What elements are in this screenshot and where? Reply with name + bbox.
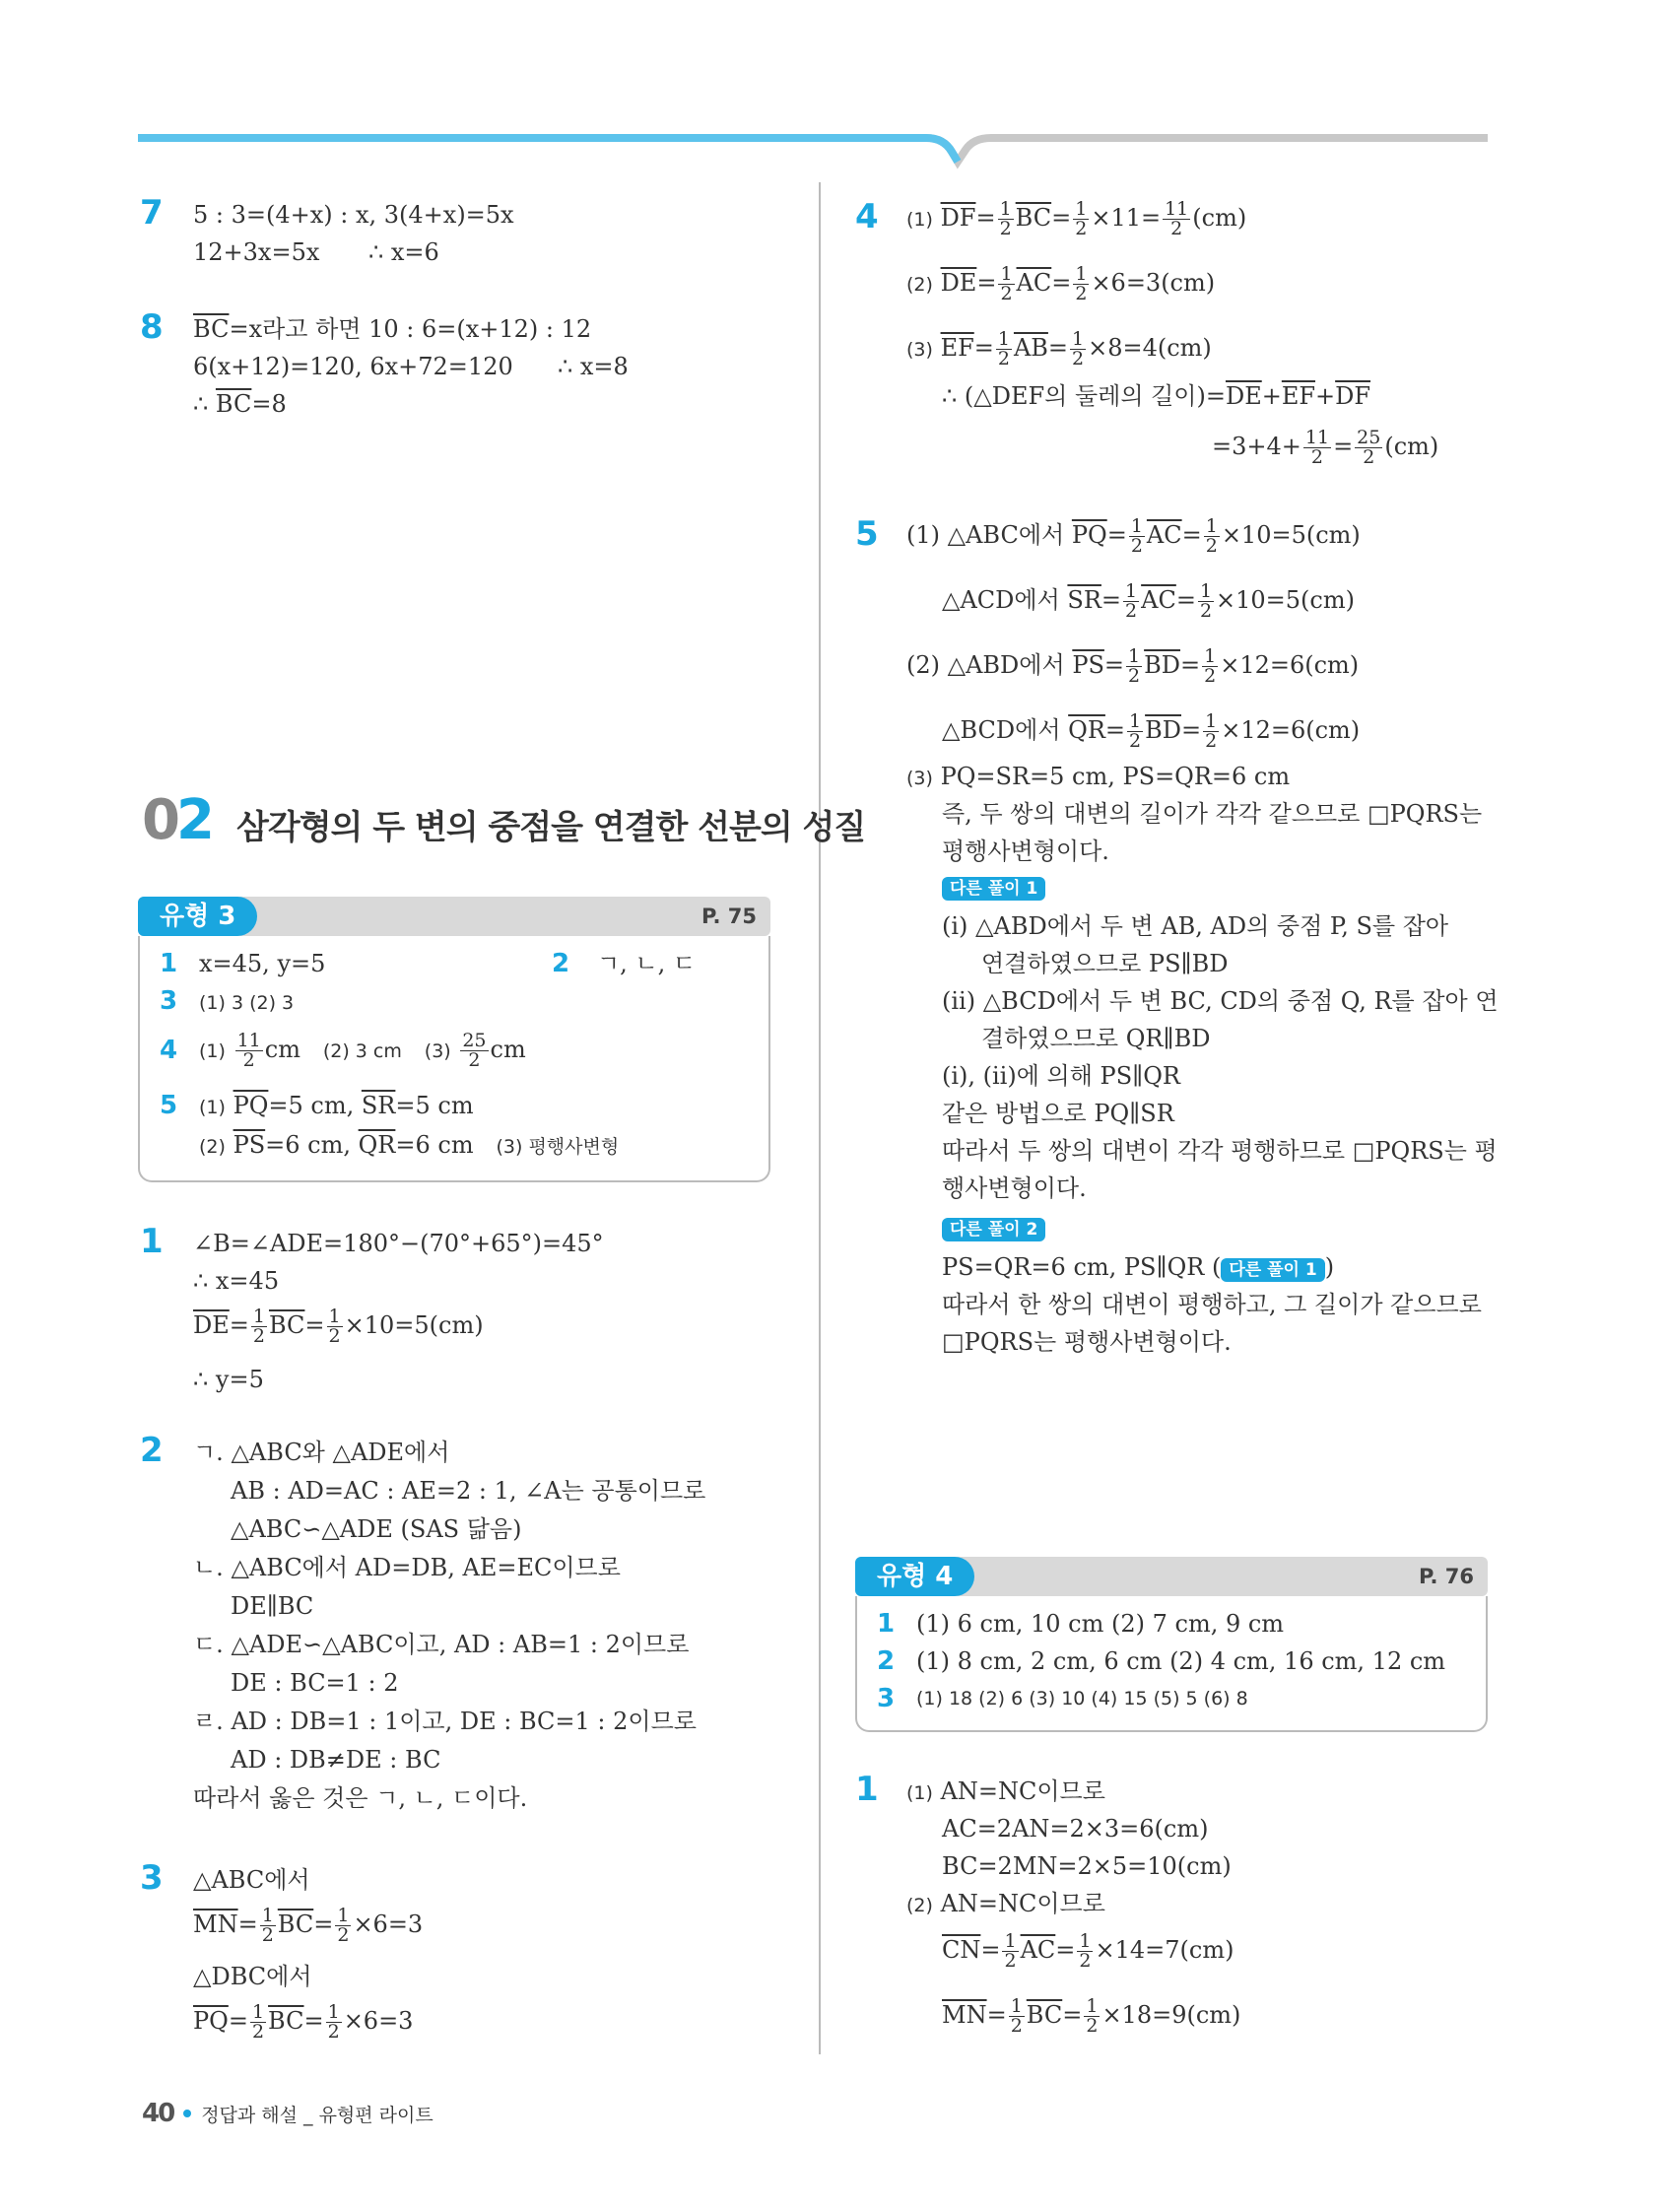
s5-p4: △BCD에서 $\overline{QR}=$ $\frac{1}{2}$ $\overline{BD}=$ $\frac{1}{2}$ ×12=6(cm): [942, 710, 1361, 752]
s5-p9: 연결하였으므로 PS∥BD: [981, 950, 1229, 977]
s1b-l1: (1) AN=NC이므로: [906, 1777, 1105, 1805]
s5-p7: 평행사변형이다.: [942, 838, 1109, 865]
type3-r3: (1) 3 (2) 3: [199, 992, 295, 1014]
type3-r4: (1) $\frac{11}{2}$ cm (2) 3 cm (3) $\frac{25}{2}$ cm: [199, 1030, 526, 1071]
type3-r1: x=45, y=5: [199, 950, 326, 977]
solution-1b-number: 1: [855, 1770, 879, 1809]
s4-b: (2) $\overline{DE}=$ $\frac{1}{2}$ $\overline{AC}=$ $\frac{1}{2}$ ×6=3(cm): [906, 263, 1216, 304]
type3-box: [138, 897, 770, 1192]
s5-p17: 따라서 한 쌍의 대변이 평행하고, 그 길이가 같으므로: [942, 1291, 1482, 1318]
s5-p18: □PQRS는 평행사변형이다.: [942, 1328, 1232, 1356]
s1b-l5: $\overline{CN}=$ $\frac{1}{2}$ $\overline{AC}=$ $\frac{1}{2}$ ×14=7(cm): [942, 1930, 1234, 1972]
type4-label: 유형 4: [855, 1557, 974, 1596]
s4-e: =3+4+ $\frac{11}{2}$ = $\frac{25}{2}$ (cm): [1212, 427, 1439, 468]
page-footer: [142, 2099, 434, 2128]
s2-line4: ㄴ. △ABC에서 AD=DB, AE=EC이므로: [193, 1554, 621, 1581]
section-number: 02: [142, 788, 211, 852]
footer-text: 정답과 해설 _ 유형편 라이트: [201, 2105, 434, 2126]
s1b-l6: $\overline{MN}=$ $\frac{1}{2}$ $\overline{BC}=$ $\frac{1}{2}$ ×18=9(cm): [942, 1995, 1241, 2037]
s1b-l3: BC=2MN=2×5=10(cm): [942, 1852, 1232, 1880]
type4-r3: (1) 18 (2) 6 (3) 10 (4) 15 (5) 5 (6) 8: [916, 1688, 1248, 1709]
q8-line2b: ∴ x=8: [558, 353, 629, 380]
question-8-number: 8: [140, 307, 164, 347]
s5-p2: △ACD에서 $\overline{SR}=$ $\frac{1}{2}$ $\overline{AC}=$ $\frac{1}{2}$ ×10=5(cm): [942, 580, 1355, 622]
s5-p15: 행사변형이다.: [942, 1174, 1087, 1202]
type4-r2-num: 2: [877, 1646, 896, 1676]
q8-line1: $\overline{BC}=x$라고 하면 10 : 6=(x+12) : 12: [193, 315, 592, 343]
type4-box: [855, 1557, 1488, 1738]
s5-p3: (2) △ABD에서 $\overline{PS}=$ $\frac{1}{2}$ $\overline{BD}=$ $\frac{1}{2}$ ×12=6(cm): [906, 645, 1360, 687]
s1-line1: ∠B=∠ADE=180°−(70°+65°)=45°: [193, 1230, 604, 1257]
s3-line2: $\overline{MN}=$ $\frac{1}{2}$ $\overline{BC}=$ $\frac{1}{2}$ ×6=3: [193, 1905, 424, 1946]
type3-r5b: (2) $\overline{PS}=6$ cm, $\overline{QR}=6$ cm (3) 평행사변형: [199, 1131, 620, 1159]
type4-page-ref: P. 76: [1418, 1565, 1474, 1588]
type3-r2-num: 2: [552, 949, 570, 978]
solution-3-number: 3: [140, 1858, 164, 1898]
s2-line2: AB : AD=AC : AE=2 : 1, ∠A는 공통이므로: [231, 1477, 706, 1505]
s1-line2: ∴ x=45: [193, 1267, 280, 1295]
type3-r4-num: 4: [160, 1036, 178, 1065]
solution-2-number: 2: [140, 1431, 164, 1470]
s1-line3: $\overline{DE}=$ $\frac{1}{2}$ $\overline{BC}=$ $\frac{1}{2}$ ×10=5(cm): [193, 1306, 484, 1347]
type3-r1-num: 1: [160, 949, 178, 978]
s5-p11: 결하였으므로 QR∥BD: [981, 1025, 1211, 1052]
s2-line9: AD : DB≠DE : BC: [231, 1746, 441, 1774]
solution-5-number: 5: [855, 514, 879, 554]
s5-p12: (ⅰ), (ⅱ)에 의해 PS∥QR: [942, 1062, 1180, 1090]
s4-a: (1) $\overline{DF}=$ $\frac{1}{2}$ $\overline{BC}=$ $\frac{1}{2}$ ×11= $\frac{11}{2}$ (cm): [906, 198, 1247, 239]
page-number: 40: [142, 2099, 174, 2128]
type3-r3-num: 3: [160, 986, 178, 1016]
s2-line7: DE : BC=1 : 2: [231, 1669, 399, 1697]
question-7-number: 7: [140, 193, 164, 233]
section-title: 삼각형의 두 변의 중점을 연결한 선분의 성질: [236, 808, 866, 847]
s1b-l2: AC=2AN=2×3=6(cm): [942, 1815, 1209, 1843]
solution-4-number: 4: [855, 197, 879, 236]
s4-d: ∴ (△DEF의 둘레의 길이)$=\overline{DE}+\overline{EF}+\overline{DF}$: [942, 382, 1371, 410]
s3-line3: △DBC에서: [193, 1963, 312, 1990]
s5-p10: (ⅱ) △BCD에서 두 변 BC, CD의 중점 Q, R를 잡아 연: [942, 987, 1499, 1015]
s5-p16: PS=QR=6 cm, PS∥QR ( 다른 풀이 1 ): [942, 1253, 1335, 1281]
q7-line2b: ∴ x=6: [368, 238, 439, 266]
s2-line8: ㄹ. AD : DB=1 : 1이고, DE : BC=1 : 2이므로: [193, 1708, 697, 1735]
s4-c: (3) $\overline{EF}=$ $\frac{1}{2}$ $\overline{AB}=$ $\frac{1}{2}$ ×8=4(cm): [906, 328, 1212, 369]
alt-solution-2-tag: 다른 풀이 2: [942, 1218, 1045, 1241]
alt-solution-1-tag: 다른 풀이 1: [942, 877, 1045, 901]
s1b-l4: (2) AN=NC이므로: [906, 1890, 1105, 1917]
type3-r2: ㄱ, ㄴ, ㄷ: [597, 950, 697, 977]
q8-line3: ∴ $\overline{BC}=8$: [193, 390, 287, 418]
type4-r2: (1) 8 cm, 2 cm, 6 cm (2) 4 cm, 16 cm, 12 cm: [916, 1647, 1446, 1675]
type4-r1-num: 1: [877, 1609, 896, 1639]
q7-line2a: 12+3x=5x: [193, 238, 320, 266]
type3-r5a: (1) $\overline{PQ}=5$ cm, $\overline{SR}=5$ cm: [199, 1092, 474, 1119]
s2-line10: 따라서 옳은 것은 ㄱ, ㄴ, ㄷ이다.: [193, 1784, 528, 1812]
type3-page-ref: P. 75: [701, 905, 757, 928]
s2-line1: ㄱ. △ABC와 △ADE에서: [193, 1439, 450, 1466]
s5-p8: (ⅰ) △ABD에서 두 변 AB, AD의 중점 P, S를 잡아: [942, 912, 1449, 940]
s2-line5: DE∥BC: [231, 1592, 314, 1620]
s2-line6: ㄷ. △ADE∽△ABC이고, AD : AB=1 : 2이므로: [193, 1631, 690, 1658]
header-bar: [138, 132, 1498, 171]
type4-r1: (1) 6 cm, 10 cm (2) 7 cm, 9 cm: [916, 1610, 1285, 1638]
s5-p13: 같은 방법으로 PQ∥SR: [942, 1100, 1174, 1127]
s5-p1: (1) △ABC에서 $\overline{PQ}=$ $\frac{1}{2}$ $\overline{AC}=$ $\frac{1}{2}$ ×10=5(cm): [906, 515, 1361, 557]
type3-r5-num: 5: [160, 1091, 178, 1120]
s5-p14: 따라서 두 쌍의 대변이 각각 평행하므로 □PQRS는 평: [942, 1137, 1498, 1165]
footer-dot: [183, 2110, 191, 2117]
s1-line4: ∴ y=5: [193, 1366, 264, 1393]
q7-line1: 5 : 3=(4+x) : x, 3(4+x)=5x: [193, 201, 514, 229]
q8-line2a: 6(x+12)=120, 6x+72=120: [193, 353, 513, 380]
type3-label: 유형 3: [138, 897, 257, 936]
type4-r3-num: 3: [877, 1684, 896, 1713]
s5-p6: 즉, 두 쌍의 대변의 길이가 각각 같으므로 □PQRS는: [942, 800, 1483, 828]
s3-line4: $\overline{PQ}=$ $\frac{1}{2}$ $\overline{BC}=$ $\frac{1}{2}$ ×6=3: [193, 2001, 414, 2043]
s2-line3: △ABC∽△ADE (SAS 닮음): [231, 1515, 522, 1543]
solution-1-number: 1: [140, 1222, 164, 1261]
s5-p5: (3) PQ=SR=5 cm, PS=QR=6 cm: [906, 763, 1291, 790]
s3-line1: △ABC에서: [193, 1866, 310, 1894]
column-divider: [819, 182, 821, 2054]
